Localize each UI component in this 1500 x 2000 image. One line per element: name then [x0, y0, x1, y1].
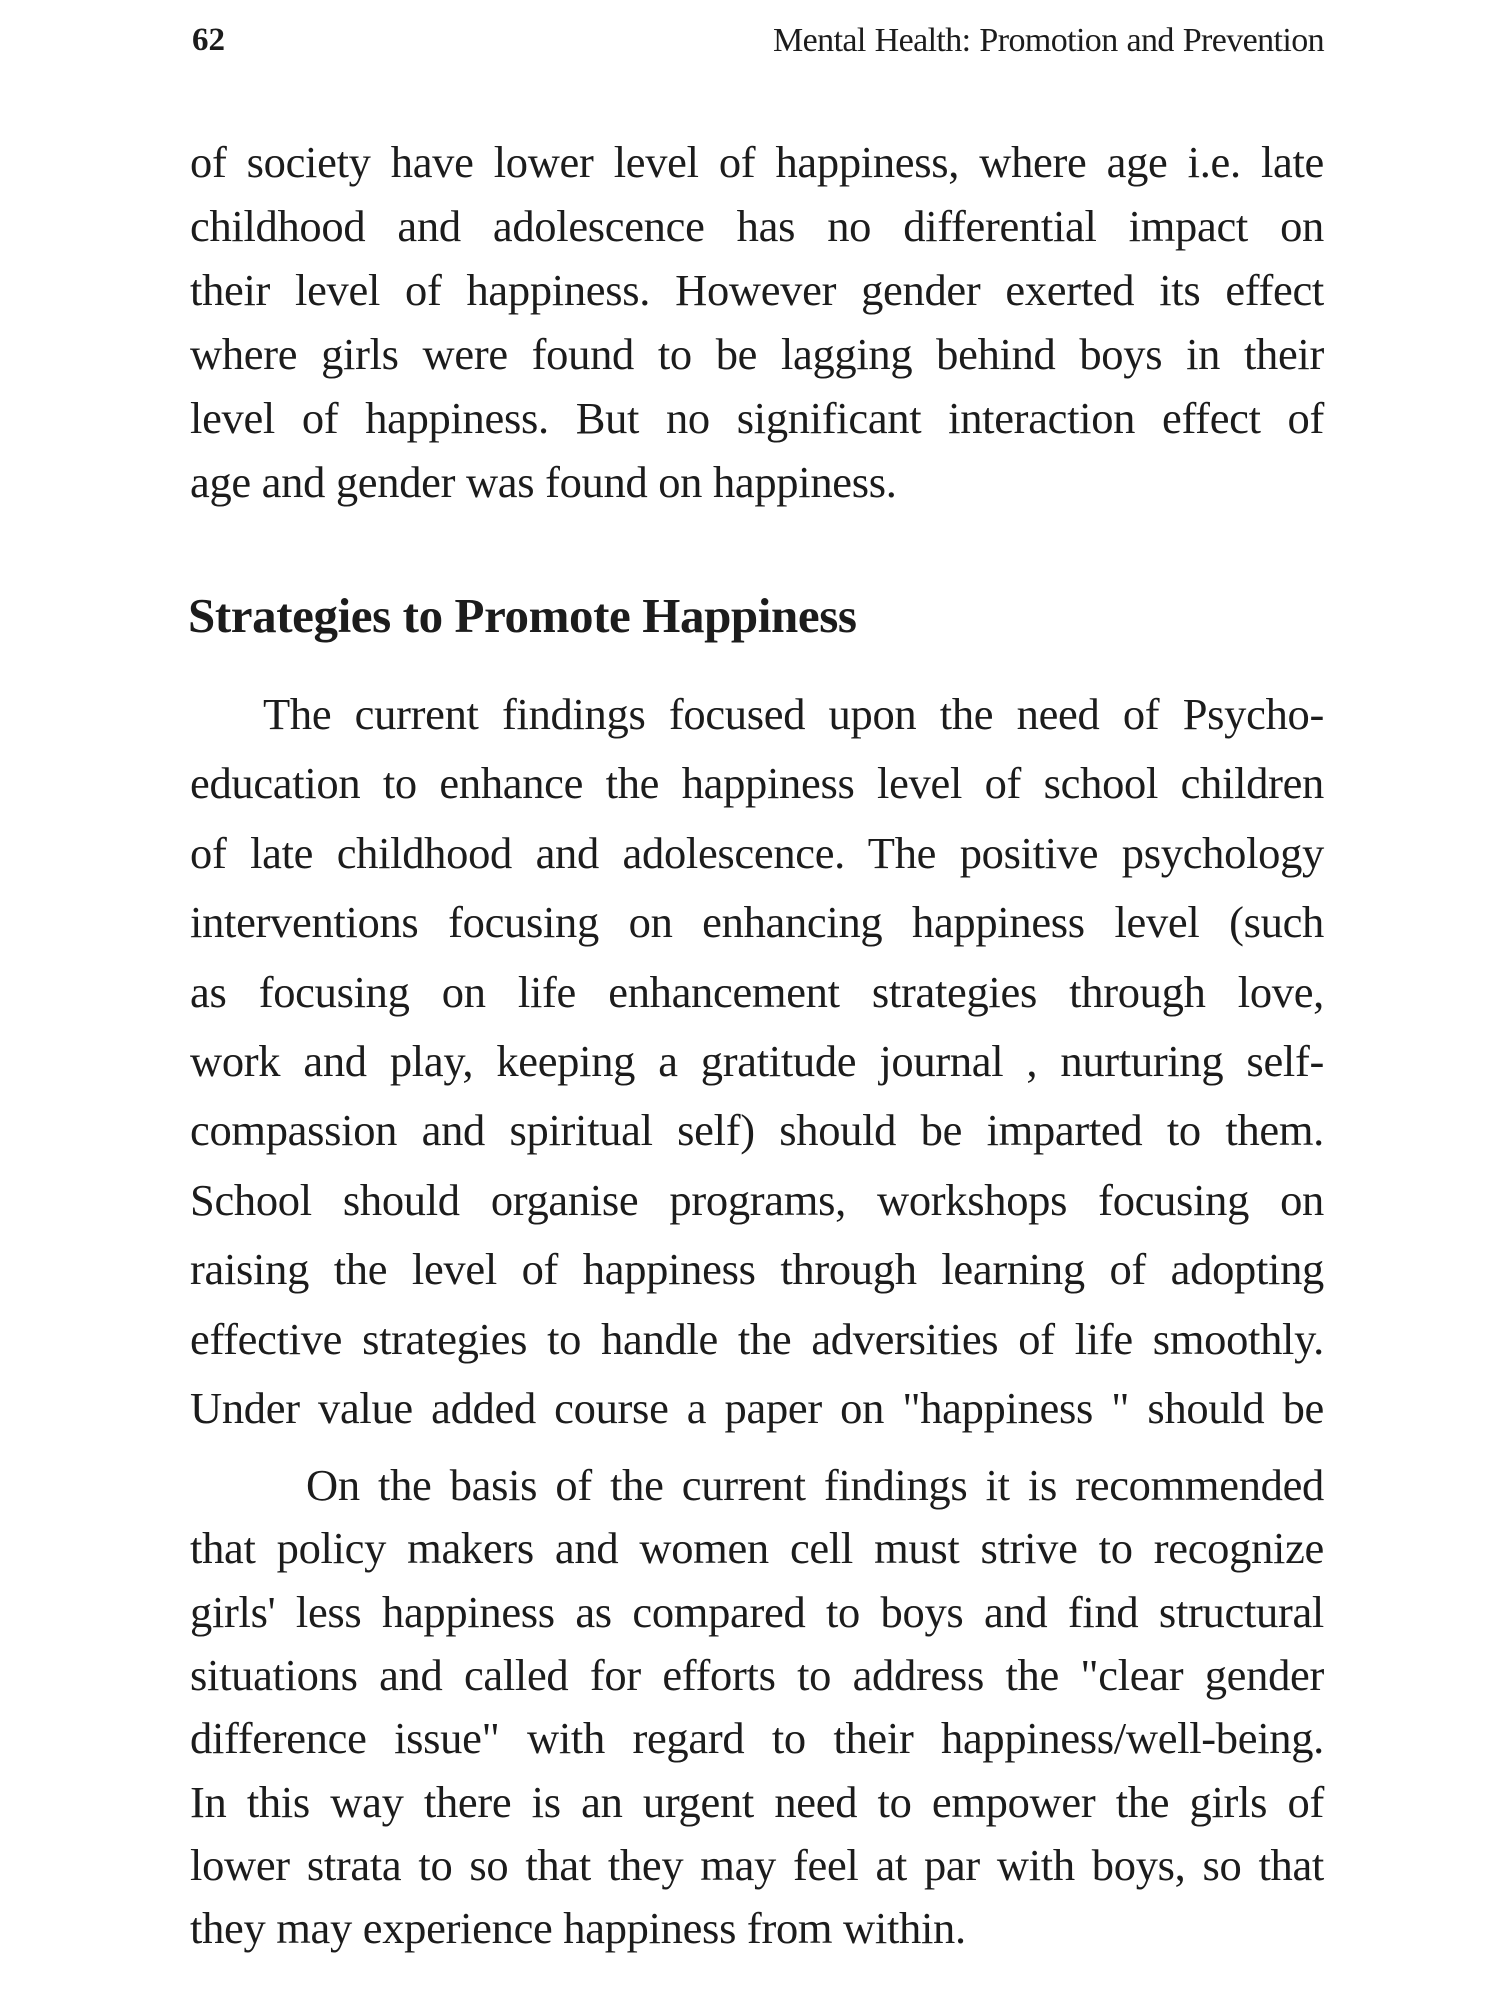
running-title: Mental Health: Promotion and Prevention — [773, 22, 1324, 59]
text-line: compassion and spiritual self) should be imparted to them. — [190, 1105, 1324, 1155]
text-line: work and play, keeping a gratitude journal , nurturing self- — [190, 1036, 1324, 1086]
text-line: raising the level of happiness through learning of adopting — [190, 1244, 1324, 1294]
page-number: 62 — [192, 22, 225, 58]
text-line: situations and called for efforts to address the "clear gender — [190, 1650, 1324, 1700]
text-line: childhood and adolescence has no differential impact on — [190, 201, 1324, 251]
text-line: girls' less happiness as compared to boys and find structural — [190, 1587, 1324, 1637]
text-line: On the basis of the current findings it is recommended — [306, 1460, 1324, 1510]
section-heading: Strategies to Promote Happiness — [188, 588, 857, 643]
running-head — [190, 24, 1324, 64]
text-line: The current findings focused upon the need of Psycho- — [263, 689, 1324, 739]
text-line: School should organise programs, workshops focusing on — [190, 1175, 1324, 1225]
text-line: education to enhance the happiness level of school children — [190, 758, 1324, 808]
text-line: lower strata to so that they may feel at par with boys, so that — [190, 1840, 1324, 1890]
text-line: interventions focusing on enhancing happiness level (such — [190, 897, 1324, 947]
text-line: level of happiness. But no significant interaction effect of — [190, 393, 1324, 443]
text-line: of society have lower level of happiness, where age i.e. late — [190, 137, 1324, 187]
text-line: as focusing on life enhancement strategies through love, — [190, 967, 1324, 1017]
text-line: their level of happiness. However gender exerted its effect — [190, 265, 1324, 315]
text-line: age and gender was found on happiness. — [190, 457, 897, 507]
text-line: of late childhood and adolescence. The positive psychology — [190, 828, 1324, 878]
text-line: Under value added course a paper on "happiness " should be — [190, 1383, 1324, 1433]
text-line: that policy makers and women cell must strive to recognize — [190, 1523, 1324, 1573]
text-line: difference issue" with regard to their happiness/well-being. — [190, 1713, 1324, 1763]
text-line: where girls were found to be lagging behind boys in their — [190, 329, 1324, 379]
text-line: they may experience happiness from within. — [190, 1903, 966, 1953]
text-line: In this way there is an urgent need to empower the girls of — [190, 1777, 1324, 1827]
text-line: effective strategies to handle the adversities of life smoothly. — [190, 1314, 1324, 1364]
